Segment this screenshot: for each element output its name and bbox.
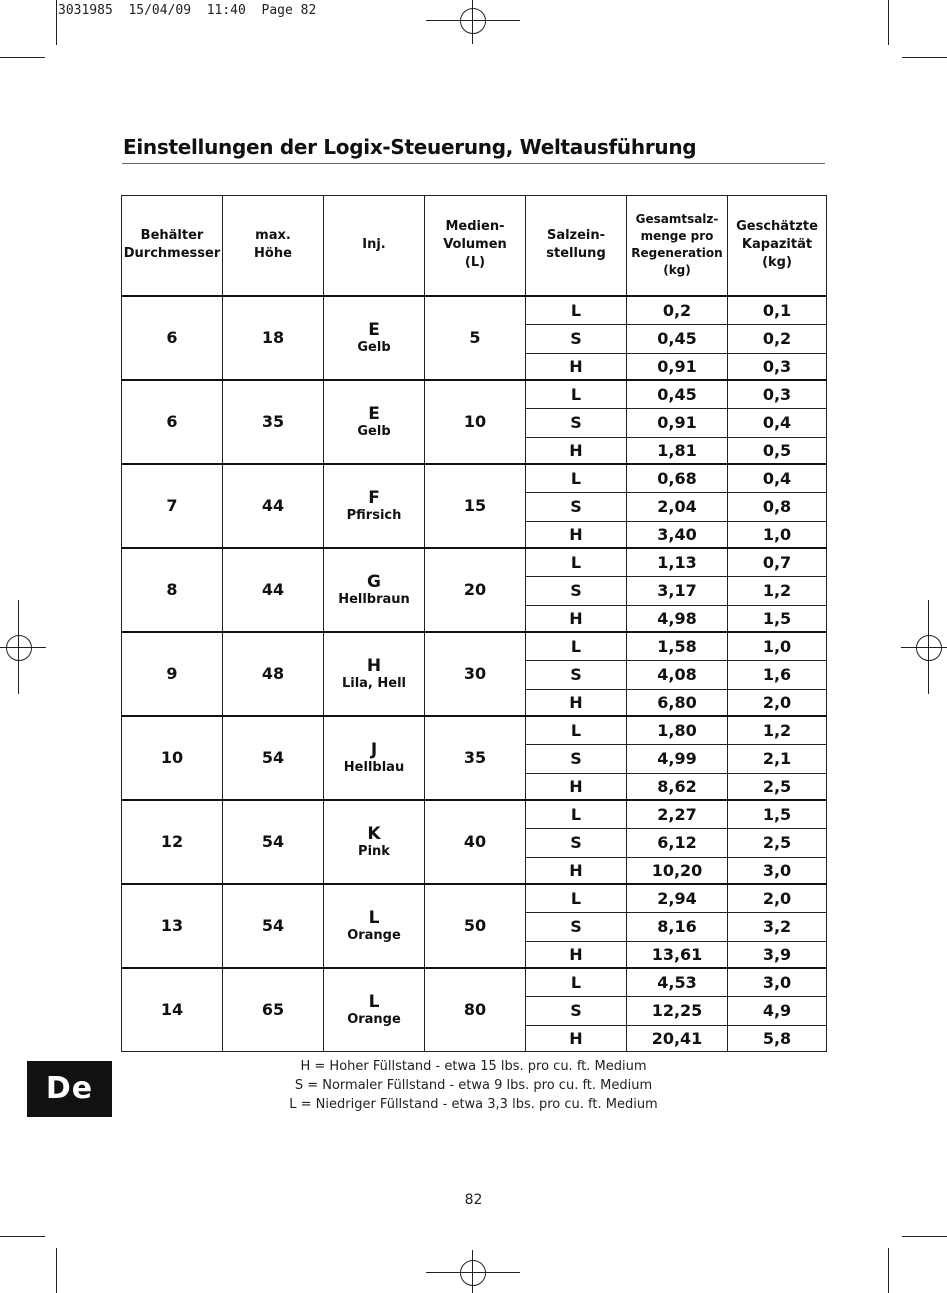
salt-setting-cell: L — [526, 716, 627, 745]
injector-letter: E — [368, 319, 380, 340]
column-header — [627, 196, 728, 296]
settings-table — [121, 195, 827, 1052]
injector-letter: G — [367, 571, 381, 592]
tank-diameter-cell: 13 — [122, 884, 223, 968]
salt-amount-cell: 2,04 — [627, 492, 728, 521]
injector-color: Orange — [347, 1011, 401, 1027]
page-number: 82 — [464, 1192, 483, 1208]
salt-amount-cell: 0,45 — [627, 324, 728, 353]
salt-setting-cell: S — [526, 408, 627, 437]
salt-setting-cell: S — [526, 996, 627, 1025]
media-volume-cell: 15 — [425, 464, 526, 548]
print-slug: 3031985 15/04/09 11:40 Page 82 — [58, 3, 317, 18]
media-volume-cell: 40 — [425, 800, 526, 884]
salt-setting-cell: S — [526, 576, 627, 605]
capacity-cell: 1,5 — [728, 800, 827, 829]
column-header-line: Kapazität — [741, 237, 813, 253]
column-header-line: Salzein- — [546, 228, 606, 244]
injector-cell — [324, 548, 425, 632]
capacity-cell: 2,0 — [728, 884, 827, 913]
injector-letter: H — [366, 655, 382, 676]
media-volume-cell: 50 — [425, 884, 526, 968]
capacity-cell: 0,5 — [728, 437, 827, 464]
language-tab: De — [27, 1061, 112, 1117]
table-row — [122, 632, 827, 661]
capacity-cell: 2,5 — [728, 828, 827, 857]
injector-color: Gelb — [357, 423, 391, 439]
capacity-cell: 2,1 — [728, 744, 827, 773]
capacity-cell: 5,8 — [728, 1025, 827, 1051]
registration-circle-icon — [460, 1260, 486, 1286]
column-header — [122, 196, 223, 296]
media-volume-cell: 35 — [425, 716, 526, 800]
injector-cell — [324, 884, 425, 968]
salt-setting-cell: L — [526, 968, 627, 997]
column-header-line: Höhe — [254, 246, 292, 262]
media-volume-cell: 10 — [425, 380, 526, 464]
salt-amount-cell: 8,16 — [627, 912, 728, 941]
table-row — [122, 716, 827, 745]
salt-amount-cell: 1,81 — [627, 437, 728, 464]
salt-amount-cell: 0,45 — [627, 380, 728, 409]
max-height-cell: 65 — [223, 968, 324, 1052]
page-title: Einstellungen der Logix-Steuerung, Weltausführung — [123, 135, 697, 159]
max-height-cell: 54 — [223, 716, 324, 800]
capacity-cell: 1,5 — [728, 605, 827, 632]
injector-color: Gelb — [357, 339, 391, 355]
capacity-cell: 0,1 — [728, 296, 827, 325]
salt-setting-cell: L — [526, 548, 627, 577]
salt-amount-cell: 6,12 — [627, 828, 728, 857]
table-row — [122, 884, 827, 913]
title-divider — [122, 163, 825, 164]
salt-amount-cell: 1,58 — [627, 632, 728, 661]
capacity-cell: 0,3 — [728, 380, 827, 409]
injector-letter: E — [368, 403, 380, 424]
max-height-cell: 54 — [223, 884, 324, 968]
salt-amount-cell: 3,17 — [627, 576, 728, 605]
salt-amount-cell: 3,40 — [627, 521, 728, 548]
capacity-cell: 4,9 — [728, 996, 827, 1025]
column-header-line: max. — [255, 228, 291, 244]
salt-amount-cell: 8,62 — [627, 773, 728, 800]
salt-amount-cell: 4,98 — [627, 605, 728, 632]
table-header-row — [122, 196, 827, 296]
injector-cell — [324, 800, 425, 884]
column-header-line: Inj. — [362, 237, 386, 253]
salt-setting-cell: S — [526, 492, 627, 521]
salt-amount-cell: 12,25 — [627, 996, 728, 1025]
tank-diameter-cell: 6 — [122, 296, 223, 380]
salt-setting-cell: S — [526, 660, 627, 689]
salt-setting-cell: H — [526, 941, 627, 968]
max-height-cell: 44 — [223, 548, 324, 632]
tank-diameter-cell: 6 — [122, 380, 223, 464]
max-height-cell: 48 — [223, 632, 324, 716]
injector-letter: J — [370, 739, 378, 760]
column-header-line: Regeneration — [631, 246, 723, 261]
crop-mark — [888, 1248, 889, 1293]
salt-amount-cell: 0,68 — [627, 464, 728, 493]
column-header — [324, 196, 425, 296]
salt-setting-cell: H — [526, 605, 627, 632]
column-header-line: (kg) — [762, 255, 792, 271]
injector-color: Hellbraun — [338, 591, 410, 607]
salt-amount-cell: 10,20 — [627, 857, 728, 884]
tank-diameter-cell: 12 — [122, 800, 223, 884]
crop-mark — [888, 0, 889, 45]
capacity-cell: 3,0 — [728, 968, 827, 997]
injector-letter: F — [368, 487, 380, 508]
salt-setting-cell: S — [526, 912, 627, 941]
media-volume-cell: 5 — [425, 296, 526, 380]
salt-amount-cell: 1,80 — [627, 716, 728, 745]
salt-setting-cell: S — [526, 828, 627, 857]
salt-setting-cell: L — [526, 380, 627, 409]
salt-setting-cell: H — [526, 1025, 627, 1051]
column-header-line: Volumen — [443, 237, 507, 253]
salt-setting-cell: L — [526, 464, 627, 493]
salt-setting-cell: L — [526, 884, 627, 913]
crop-mark — [56, 0, 57, 45]
capacity-cell: 3,2 — [728, 912, 827, 941]
capacity-cell: 1,2 — [728, 716, 827, 745]
injector-cell — [324, 380, 425, 464]
column-header — [223, 196, 324, 296]
injector-letter: L — [368, 907, 380, 928]
column-header-line: Behälter — [140, 228, 204, 244]
injector-letter: K — [367, 823, 381, 844]
salt-setting-cell: H — [526, 521, 627, 548]
salt-setting-cell: L — [526, 632, 627, 661]
crop-mark — [902, 1236, 947, 1237]
salt-setting-cell: H — [526, 773, 627, 800]
table-row — [122, 800, 827, 829]
crop-mark — [56, 1248, 57, 1293]
max-height-cell: 44 — [223, 464, 324, 548]
legend — [122, 1057, 825, 1114]
salt-amount-cell: 4,08 — [627, 660, 728, 689]
salt-setting-cell: L — [526, 800, 627, 829]
table-row — [122, 296, 827, 325]
capacity-cell: 3,9 — [728, 941, 827, 968]
tank-diameter-cell: 14 — [122, 968, 223, 1052]
salt-setting-cell: H — [526, 353, 627, 380]
injector-cell — [324, 968, 425, 1052]
injector-color: Hellblau — [343, 759, 405, 775]
injector-color: Pink — [358, 843, 390, 859]
max-height-cell: 35 — [223, 380, 324, 464]
salt-setting-cell: H — [526, 857, 627, 884]
injector-letter: L — [368, 991, 380, 1012]
salt-amount-cell: 2,94 — [627, 884, 728, 913]
capacity-cell: 1,2 — [728, 576, 827, 605]
salt-amount-cell: 4,53 — [627, 968, 728, 997]
salt-amount-cell: 0,91 — [627, 353, 728, 380]
capacity-cell: 0,7 — [728, 548, 827, 577]
capacity-cell: 0,3 — [728, 353, 827, 380]
tank-diameter-cell: 8 — [122, 548, 223, 632]
salt-amount-cell: 2,27 — [627, 800, 728, 829]
salt-setting-cell: H — [526, 689, 627, 716]
legend-line-high: H = Hoher Füllstand - etwa 15 lbs. pro cu. ft. Medium — [300, 1059, 647, 1074]
salt-setting-cell: S — [526, 744, 627, 773]
table-row — [122, 380, 827, 409]
capacity-cell: 3,0 — [728, 857, 827, 884]
capacity-cell: 1,0 — [728, 521, 827, 548]
injector-cell — [324, 632, 425, 716]
column-header — [728, 196, 827, 296]
salt-setting-cell: H — [526, 437, 627, 464]
column-header-line: stellung — [546, 246, 606, 262]
salt-setting-cell: S — [526, 324, 627, 353]
capacity-cell: 2,0 — [728, 689, 827, 716]
salt-amount-cell: 0,91 — [627, 408, 728, 437]
tank-diameter-cell: 9 — [122, 632, 223, 716]
capacity-cell: 0,2 — [728, 324, 827, 353]
max-height-cell: 54 — [223, 800, 324, 884]
salt-amount-cell: 20,41 — [627, 1025, 728, 1051]
tank-diameter-cell: 7 — [122, 464, 223, 548]
salt-amount-cell: 6,80 — [627, 689, 728, 716]
tank-diameter-cell: 10 — [122, 716, 223, 800]
max-height-cell: 18 — [223, 296, 324, 380]
column-header-line: Gesamtsalz- — [635, 212, 719, 227]
table-row — [122, 968, 827, 997]
capacity-cell: 0,4 — [728, 408, 827, 437]
column-header-line: Geschätzte — [736, 219, 818, 235]
media-volume-cell: 20 — [425, 548, 526, 632]
salt-amount-cell: 4,99 — [627, 744, 728, 773]
registration-circle-icon — [460, 8, 486, 34]
salt-amount-cell: 0,2 — [627, 296, 728, 325]
table-row — [122, 548, 827, 577]
media-volume-cell: 80 — [425, 968, 526, 1052]
crop-mark — [0, 1236, 45, 1237]
injector-cell — [324, 464, 425, 548]
column-header — [526, 196, 627, 296]
registration-circle-icon — [6, 635, 32, 661]
crop-mark — [902, 57, 947, 58]
media-volume-cell: 30 — [425, 632, 526, 716]
injector-cell — [324, 716, 425, 800]
column-header-line: (L) — [464, 255, 486, 271]
capacity-cell: 1,0 — [728, 632, 827, 661]
legend-line-normal: S = Normaler Füllstand - etwa 9 lbs. pro cu. ft. Medium — [294, 1078, 653, 1093]
injector-color: Lila, Hell — [341, 675, 407, 691]
injector-color: Pfirsich — [346, 507, 402, 523]
capacity-cell: 1,6 — [728, 660, 827, 689]
column-header-line: menge pro — [640, 229, 714, 244]
column-header-line: (kg) — [663, 263, 691, 278]
salt-amount-cell: 1,13 — [627, 548, 728, 577]
crop-mark — [0, 57, 45, 58]
injector-cell — [324, 296, 425, 380]
table-row — [122, 464, 827, 493]
legend-line-low: L = Niedriger Füllstand - etwa 3,3 lbs. pro cu. ft. Medium — [289, 1097, 658, 1112]
injector-color: Orange — [347, 927, 401, 943]
salt-setting-cell: L — [526, 296, 627, 325]
table-body — [122, 296, 827, 1052]
column-header — [425, 196, 526, 296]
capacity-cell: 2,5 — [728, 773, 827, 800]
column-header-line: Durchmesser — [123, 246, 221, 262]
capacity-cell: 0,8 — [728, 492, 827, 521]
registration-circle-icon — [916, 635, 942, 661]
salt-amount-cell: 13,61 — [627, 941, 728, 968]
capacity-cell: 0,4 — [728, 464, 827, 493]
column-header-line: Medien- — [445, 219, 505, 235]
